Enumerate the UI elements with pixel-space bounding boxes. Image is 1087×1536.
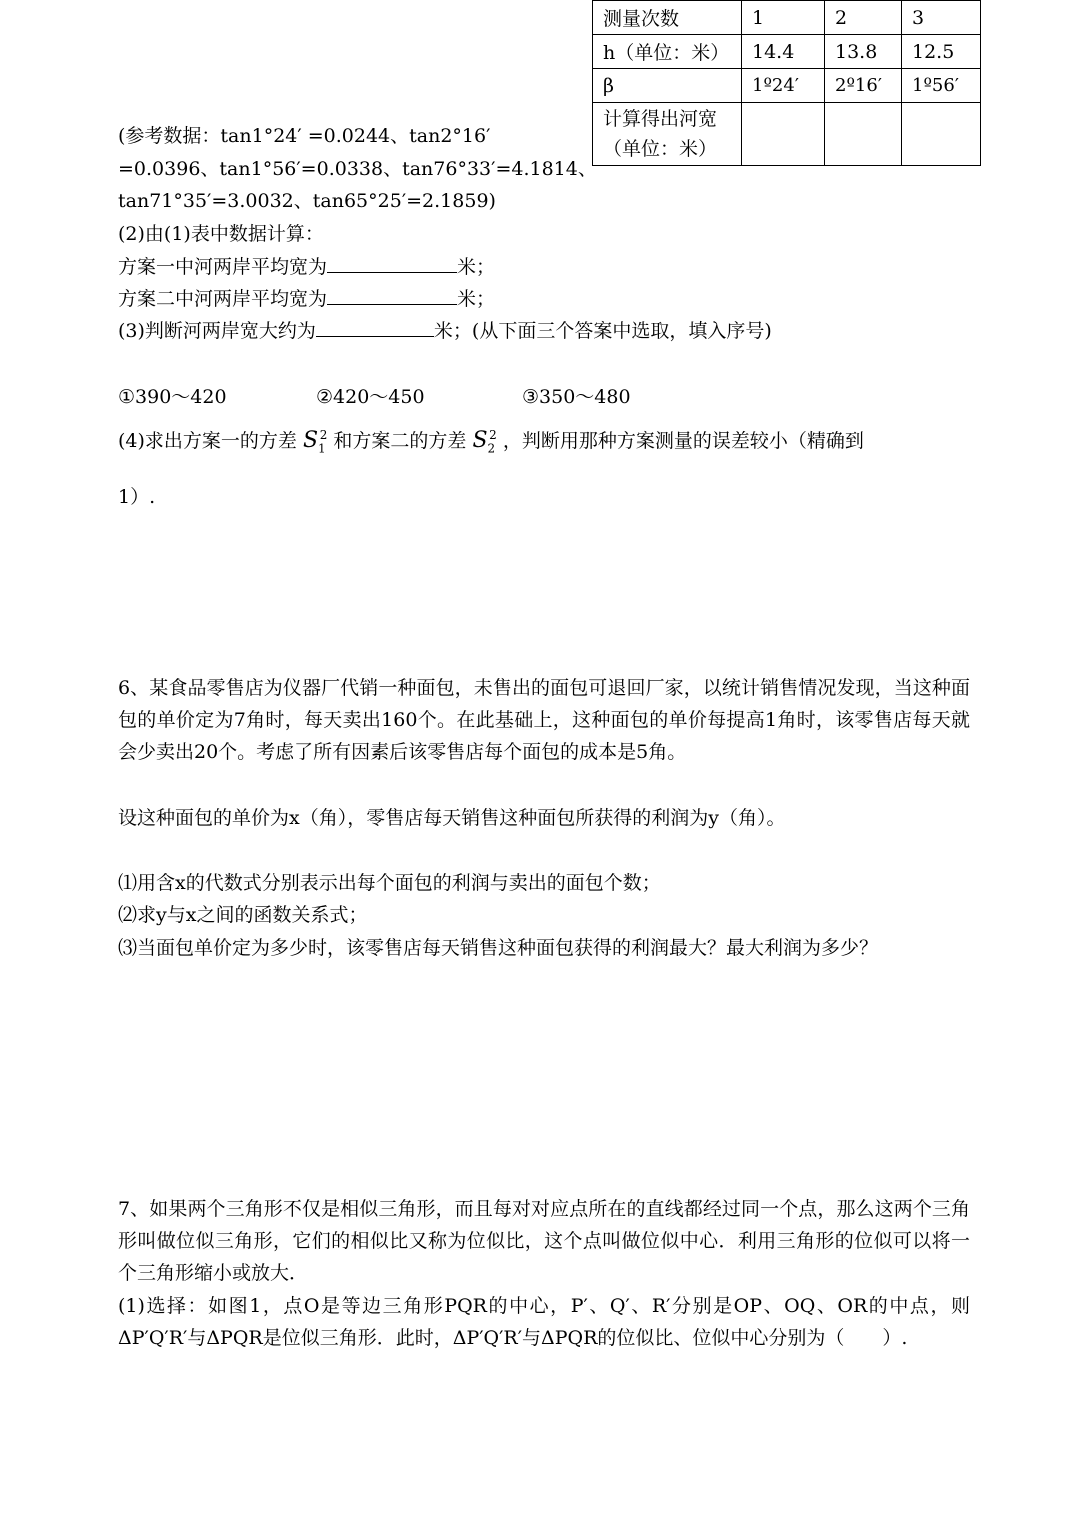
scheme2-label: 方案二中河两岸平均宽为	[118, 288, 328, 310]
part3-suffix: 米；(从下面三个答案中选取，填入序号)	[433, 320, 772, 342]
answer-cell[interactable]	[902, 103, 981, 166]
option-3: ③350～480	[522, 386, 631, 408]
part4-text-a: (4)求出方案一的方差	[118, 430, 297, 452]
reference-data-line-1: (参考数据：tan1°24′ =0.0244、tan2°16′	[118, 125, 491, 147]
q7-part1: (1)选择：如图1，点O是等边三角形PQR的中心，P′、Q′、R′分别是OP、OQ、OR的中点，则ΔP′Q′R′与ΔPQR是位似三角形．此时，ΔP′Q′R′与ΔPQR的位似比、位似中心分别为（ ）.	[118, 1295, 970, 1349]
q6-question-3: ⑶当面包单价定为多少时，该零售店每天销售这种面包获得的利润最大？最大利润为多少？	[118, 937, 879, 959]
table-cell: 2º16′	[825, 69, 902, 103]
table-cell: β	[593, 69, 742, 103]
q5-part4-line	[118, 426, 864, 455]
reference-data-line-3: tan71°35′=3.0032、tan65°25′=2.1859)	[118, 190, 496, 212]
table-cell: 测量次数	[593, 1, 742, 35]
q5-part3-line	[118, 316, 772, 343]
table-row	[593, 69, 981, 103]
answer-cell[interactable]	[825, 103, 902, 166]
q6-intro: 6、某食品零售店为仪器厂代销一种面包，未售出的面包可退回厂家，以统计销售情况发现，当这种面包的单价定为7角时，每天卖出160个。在此基础上，这种面包的单价每提高1角时，该零售店每天就会少卖出20个。考虑了所有因素后该零售店每个面包的成本是5角。	[118, 677, 970, 763]
q5-scheme2-line	[118, 284, 495, 311]
table-row	[593, 35, 981, 69]
option-1: ①390～420	[118, 386, 227, 408]
q5-scheme1-line	[118, 252, 495, 279]
unit-label: 米；	[457, 288, 496, 310]
variance-s1: $S_1^2$	[302, 427, 328, 456]
part3-label: (3)判断河两岸宽大约为	[118, 320, 316, 342]
option-2: ②420～450	[316, 386, 425, 408]
q6-question-1: ⑴用含x的代数式分别表示出每个面包的利润与卖出的面包个数；	[118, 872, 661, 894]
q7-intro: 7、如果两个三角形不仅是相似三角形，而且每对对应点所在的直线都经过同一个点，那么这两个三角形叫做位似三角形，它们的相似比又称为位似比，这个点叫做位似中心．利用三角形的位似可以将一个三角形缩小或放大．	[118, 1198, 970, 1284]
measurement-table	[592, 0, 981, 166]
part4-text-c: ，判断用那种方案测量的误差较小（精确到	[502, 430, 864, 452]
table-cell: 14.4	[742, 35, 825, 69]
answer-cell[interactable]	[742, 103, 825, 166]
part3-answer-blank[interactable]	[316, 316, 434, 337]
part4-text-b: 和方案二的方差	[333, 430, 467, 452]
table-cell: 3	[902, 1, 981, 35]
table-cell: 1º24′	[742, 69, 825, 103]
unit-label: 米；	[457, 256, 496, 278]
table-row	[593, 1, 981, 35]
q5-part2-title: (2)由(1)表中数据计算：	[118, 223, 324, 245]
scheme2-answer-blank[interactable]	[327, 284, 457, 305]
q6-question-2: ⑵求y与x之间的函数关系式；	[118, 904, 368, 926]
variance-s2: $S_2^2$	[472, 427, 497, 456]
table-cell: 1º56′	[902, 69, 981, 103]
table-cell: 1	[742, 1, 825, 35]
table-cell: 计算得出河宽（单位：米）	[593, 103, 742, 166]
table-row	[593, 103, 981, 166]
reference-data-line-2: =0.0396、tan1°56′=0.0338、tan76°33′=4.1814、	[118, 158, 597, 180]
q5-part4-continuation: 1）.	[118, 486, 156, 508]
q6-setup: 设这种面包的单价为x（角），零售店每天销售这种面包所获得的利润为y（角）。	[118, 807, 786, 829]
scheme1-answer-blank[interactable]	[327, 252, 457, 273]
table-cell: 2	[825, 1, 902, 35]
scheme1-label: 方案一中河两岸平均宽为	[118, 256, 328, 278]
table-cell: 12.5	[902, 35, 981, 69]
table-cell: 13.8	[825, 35, 902, 69]
table-cell: h（单位：米）	[593, 35, 742, 69]
